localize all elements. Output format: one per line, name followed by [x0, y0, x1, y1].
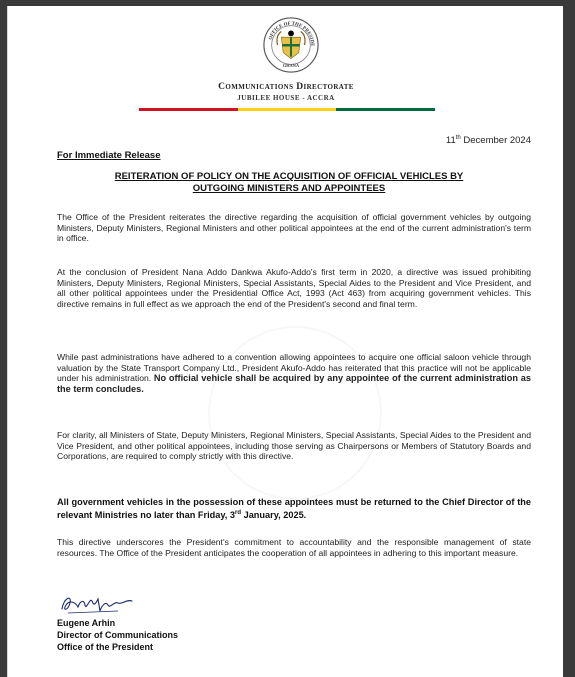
org-address: JUBILEE HOUSE - ACCRA — [237, 94, 335, 102]
paragraph-6: This directive underscores the President's commitment to accountability and the responsible management of state resources. The Office of the President anticipates the cooperation of all appointees in adhering to this important measure. — [57, 537, 531, 558]
signatory-name: Eugene Arhin — [57, 618, 116, 628]
paragraph-5-deadline — [57, 497, 531, 521]
paragraph-5-sup: rd — [235, 510, 242, 516]
paragraph-4: For clarity, all Ministers of State, Deputy Ministers, Regional Ministers, Special Assistants, Special Aides to the President and Vice President, and other political appointees, including those serving as Chairpersons or Members of Statutory Boards and Corporations, are required to comply strictly with this directive. — [57, 430, 531, 462]
paragraph-5-text: All government vehicles in the possession of these appointees must be returned to the Chief Director of the relevant Ministries no later than Friday, 3 — [57, 497, 531, 521]
headline — [68, 171, 510, 195]
flag-stripe-gold — [238, 108, 337, 111]
paragraph-1: The Office of the President reiterates the directive regarding the acquisition of official government vehicles by outgoing Ministers, Deputy Ministers, Regional Ministers and other political appointees at the end of the current administration's term in office. — [57, 212, 531, 244]
date-suffix: th — [455, 135, 461, 141]
headline-line-2: OUTGOING MINISTERS AND APPOINTEES — [192, 183, 386, 194]
press-release-document — [7, 6, 563, 677]
flag-stripe-red — [139, 108, 238, 111]
presidential-seal-icon — [262, 16, 320, 74]
handwritten-signature — [58, 589, 138, 619]
svg-text:GHANA: GHANA — [282, 63, 300, 69]
release-date — [446, 135, 531, 146]
svg-text:OFFICE OF THE PRESIDENT: OFFICE OF THE PRESIDE — [268, 21, 315, 47]
date-rest: December 2024 — [460, 135, 531, 147]
flag-color-bar — [139, 108, 435, 111]
paragraph-3 — [57, 352, 531, 394]
signatory-office: Office of the President — [57, 642, 154, 652]
org-name: Communications Directorate — [218, 82, 354, 92]
signatory-title: Director of Communications — [57, 630, 179, 640]
paragraph-2: At the conclusion of President Nana Addo Dankwa Akufo-Addo's first term in 2020, a directive was issued prohibiting Ministers, Deputy Ministers, Regional Ministers, Special Assistants, Special Aides to the President and Vice President, and all other political appointees under the Presidential Office Act, 1993 (Act 463) from acquiring government vehicles. This directive remains in full effect as we approach the end of the President's second and final term. — [57, 267, 531, 309]
date-day: 11 — [445, 135, 456, 147]
paragraph-5-date: January, 2025. — [241, 510, 307, 521]
flag-stripe-green — [336, 108, 435, 111]
paragraph-3-bold: No official vehicle shall be acquired by any appointee of the current administration as the term concludes. — [57, 373, 531, 394]
headline-line-1: REITERATION OF POLICY ON THE ACQUISITION OF OFFICIAL VEHICLES BY — [114, 171, 464, 182]
paragraph-3-text: While past administrations have adhered to a convention allowing appointees to acquire one official saloon vehicle through valuation by the State Transport Company Ltd., President Akufo-Addo has reiterated that this practice will not be applicable under his administration. — [57, 352, 531, 384]
release-label: For Immediate Release — [57, 150, 161, 161]
